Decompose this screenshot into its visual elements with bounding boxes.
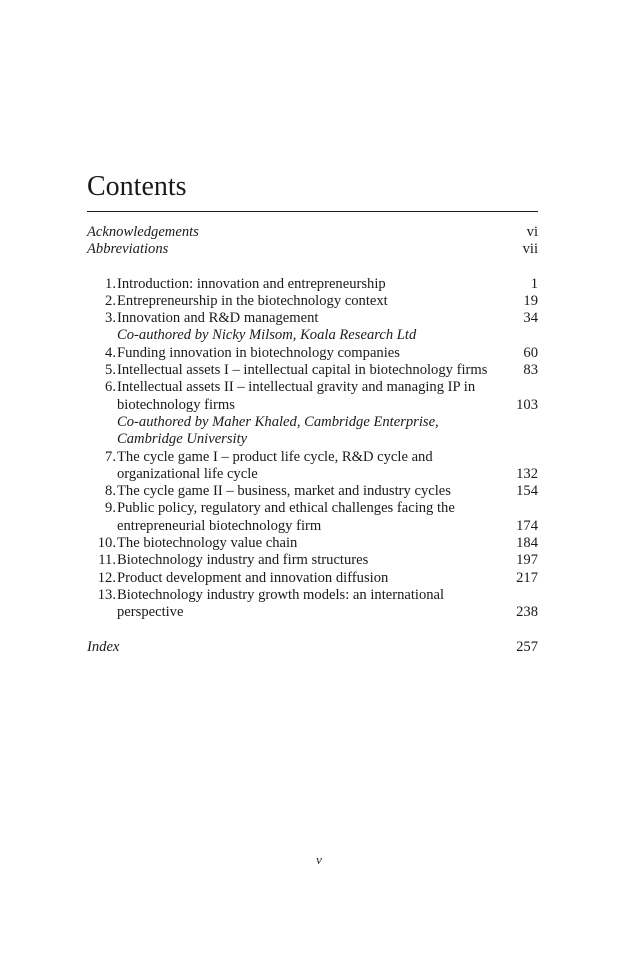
chapter-title [117, 552, 488, 569]
contents-heading: Contents [87, 171, 187, 202]
section-gap [87, 622, 538, 639]
chapter-page: 154 [516, 483, 538, 500]
chapter-entry [87, 535, 538, 552]
chapter-number: 4. [105, 344, 116, 361]
chapter-title [117, 310, 488, 345]
table-of-contents [87, 224, 538, 656]
chapter-page: 217 [516, 569, 538, 586]
back-matter-list [87, 639, 538, 656]
chapter-page: 34 [523, 310, 538, 327]
chapter-page: 60 [523, 344, 538, 361]
chapter-title [117, 500, 488, 535]
chapter-title-line: organizational life cycle [117, 465, 258, 482]
chapter-number: 3. [105, 310, 116, 327]
chapter-number: 2. [105, 292, 116, 309]
chapter-title-line: The cycle game I – product life cycle, R&D cycle and [117, 448, 433, 465]
chapter-entry [87, 570, 538, 587]
chapter-title [117, 276, 488, 293]
chapter-title-line: Biotechnology industry growth models: an international [117, 586, 445, 603]
chapter-number: 12. [97, 569, 116, 586]
chapter-title-line: Intellectual assets I – intellectual capital in biotechnology firms [117, 362, 488, 379]
coauthor-line: Co-authored by Maher Khaled, Cambridge Enterprise, [117, 413, 439, 430]
chapter-number: 1. [105, 275, 116, 292]
chapter-title-line: biotechnology firms [117, 396, 235, 413]
chapter-title-line: Public policy, regulatory and ethical challenges facing the [117, 500, 455, 517]
chapter-page: 238 [516, 604, 538, 621]
section-gap [87, 259, 538, 276]
chapter-title-line: Intellectual assets II – intellectual gravity and managing IP in [117, 379, 476, 396]
chapter-title-line: Product development and innovation diffusion [117, 569, 389, 586]
chapter-title [117, 379, 488, 448]
chapter-entry [87, 310, 538, 345]
chapter-entry [87, 587, 538, 622]
chapter-title [117, 483, 488, 500]
chapter-entry [87, 293, 538, 310]
chapter-entry [87, 345, 538, 362]
heading-rule [87, 211, 538, 212]
entry-title: Index [87, 638, 120, 655]
chapter-number: 8. [105, 483, 116, 500]
chapter-page: 132 [516, 465, 538, 482]
chapter-title-line: Entrepreneurship in the biotechnology context [117, 292, 388, 309]
chapter-number: 9. [105, 500, 116, 517]
chapter-list [87, 276, 538, 622]
chapter-title-line: Introduction: innovation and entrepreneurship [117, 275, 386, 292]
chapter-number: 10. [97, 535, 116, 552]
entry-page: vii [522, 241, 538, 258]
chapter-number: 5. [105, 362, 116, 379]
chapter-title [117, 362, 488, 379]
chapter-title [117, 587, 488, 622]
chapter-entry [87, 276, 538, 293]
chapter-title-line: The cycle game II – business, market and industry cycles [117, 483, 451, 500]
toc-entry [87, 241, 538, 258]
chapter-entry [87, 379, 538, 448]
chapter-page: 19 [523, 292, 538, 309]
chapter-page: 184 [516, 535, 538, 552]
chapter-page: 1 [530, 275, 538, 292]
entry-page: vi [526, 224, 538, 240]
chapter-entry [87, 449, 538, 484]
entry-title: Abbreviations [87, 241, 169, 258]
chapter-page: 197 [516, 552, 538, 569]
chapter-entry [87, 500, 538, 535]
chapter-title-line: Biotechnology industry and firm structures [117, 552, 369, 569]
entry-title: Acknowledgements [87, 224, 199, 240]
chapter-title [117, 293, 488, 310]
chapter-number: 13. [97, 586, 116, 603]
coauthor-line: Cambridge University [117, 431, 248, 448]
chapter-number: 6. [105, 379, 116, 396]
chapter-entry [87, 552, 538, 569]
chapter-entry [87, 483, 538, 500]
chapter-title-line: entrepreneurial biotechnology firm [117, 517, 322, 534]
coauthor-line: Co-authored by Nicky Milsom, Koala Research Ltd [117, 327, 417, 344]
chapter-title [117, 345, 488, 362]
front-matter-list [87, 224, 538, 259]
chapter-page: 83 [523, 362, 538, 379]
chapter-number: 7. [105, 448, 116, 465]
entry-page: 257 [516, 638, 538, 655]
chapter-title-line: Innovation and R&D management [117, 310, 319, 327]
page-folio: v [316, 852, 322, 867]
chapter-title [117, 449, 488, 484]
chapter-entry [87, 362, 538, 379]
chapter-title [117, 535, 488, 552]
chapter-title-line: Funding innovation in biotechnology companies [117, 344, 400, 361]
toc-entry [87, 224, 538, 241]
chapter-title-line: The biotechnology value chain [117, 535, 298, 552]
chapter-page: 174 [516, 517, 538, 534]
chapter-page: 103 [516, 396, 538, 413]
chapter-title [117, 570, 488, 587]
toc-entry [87, 639, 538, 656]
chapter-title-line: perspective [117, 604, 184, 621]
chapter-number: 11. [98, 552, 116, 569]
